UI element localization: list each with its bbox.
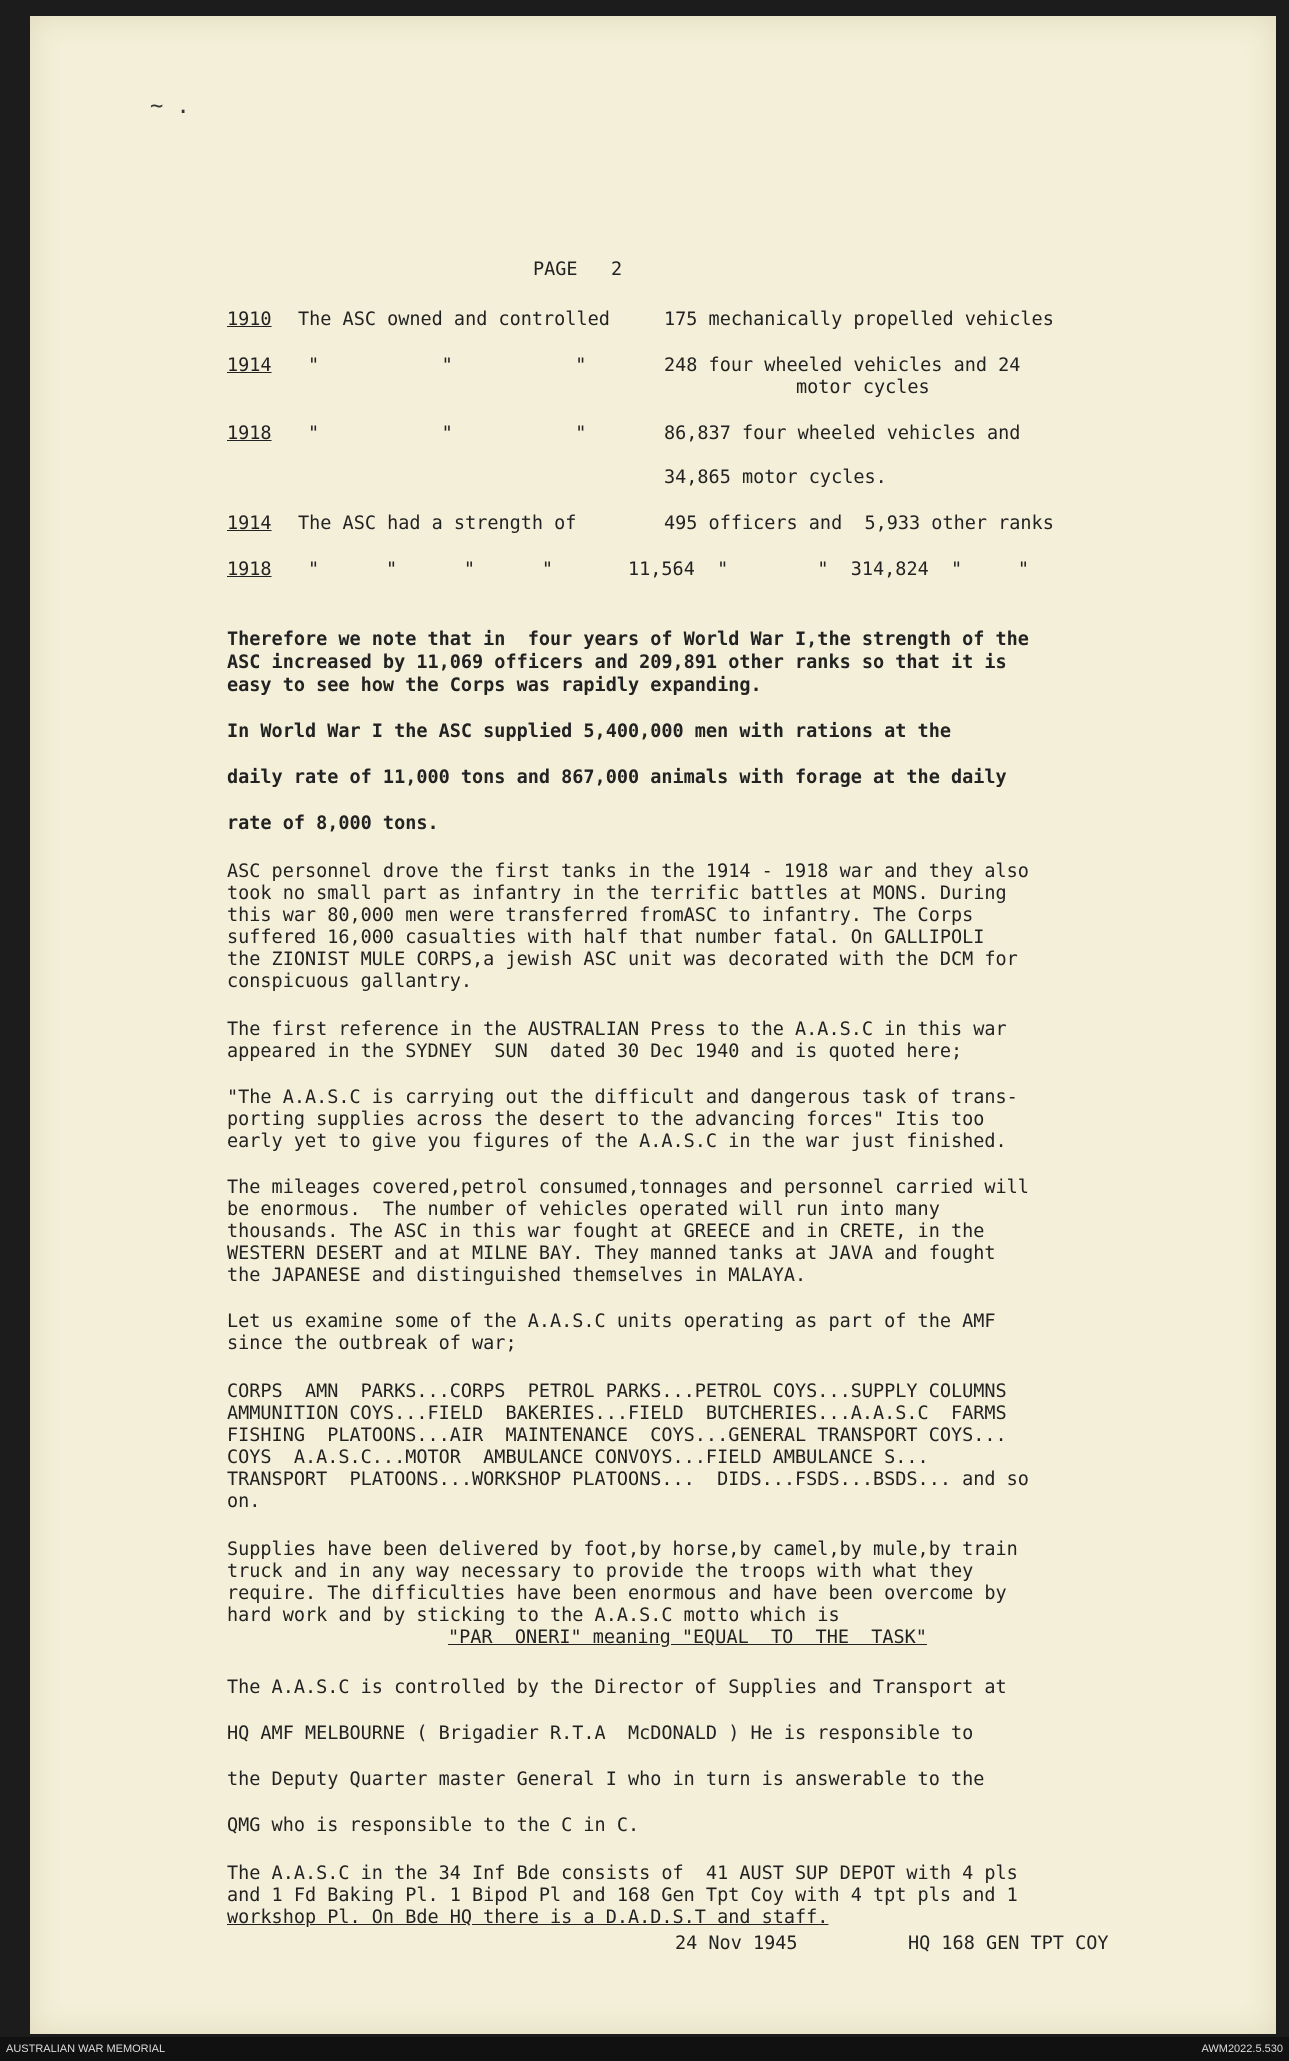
table-col1: " " " [308,423,587,444]
para-line: TRANSPORT PLATOONS...WORKSHOP PLATOONS... DIDS...FSDS...BSDS... and so [227,1469,1029,1490]
para-line: the Deputy Quarter master General I who in turn is answerable to the [227,1769,985,1790]
table-col2: 11,564 " " 314,824 " " [628,559,1029,580]
footer-unit: HQ 168 GEN TPT COY [908,1933,1109,1954]
footer-date: 24 Nov 1945 [675,1933,798,1954]
table-col2: 86,837 four wheeled vehicles and [664,423,1021,444]
para-line: HQ AMF MELBOURNE ( Brigadier R.T.A McDONALD ) He is responsible to [227,1723,974,1744]
table-col2-cont: 34,865 motor cycles. [664,467,887,488]
para-line: be enormous. The number of vehicles operated will run into many [227,1199,940,1220]
para-line: QMG who is responsible to the C in C. [227,1815,640,1836]
para-line: The mileages covered,petrol consumed,tonnages and personnel carried will [227,1177,1029,1198]
para-line: the ZIONIST MULE CORPS,a jewish ASC unit was decorated with the DCM for [227,949,1018,970]
para-line: on. [227,1491,261,1512]
para-line: The A.A.S.C is controlled by the Director of Supplies and Transport at [227,1677,1007,1698]
archive-footer-bar [0,2037,1289,2061]
para-line: workshop Pl. On Bde HQ there is a D.A.D.S.T and staff. [227,1907,829,1928]
table-col1: The ASC had a strength of [298,513,577,534]
table-col1: " " " [308,355,587,376]
para-line: Supplies have been delivered by foot,by horse,by camel,by mule,by train [227,1539,1018,1560]
table-year: 1918 [227,423,272,444]
para-line: rate of 8,000 tons. [227,813,439,834]
para-line: In World War I the ASC supplied 5,400,000 men with rations at the [227,721,951,742]
para-line: AMMUNITION COYS...FIELD BAKERIES...FIELD BUTCHERIES...A.A.S.C FARMS [227,1403,1007,1424]
table-col1: The ASC owned and controlled [298,309,610,330]
para-line: CORPS AMN PARKS...CORPS PETROL PARKS...PETROL COYS...SUPPLY COLUMNS [227,1381,1007,1402]
para-line: conspicuous gallantry. [227,971,473,992]
para-line: easy to see how the Corps was rapidly expanding. [227,675,762,696]
ink-mark: ~ . [150,94,190,119]
para-line: The first reference in the AUSTRALIAN Press to the A.A.S.C in this war [227,1019,1007,1040]
para-line: this war 80,000 men were transferred fromASC to infantry. The Corps [227,905,974,926]
para-line: COYS A.A.S.C...MOTOR AMBULANCE CONVOYS...FIELD AMBULANCE S... [227,1447,929,1468]
para-line: hard work and by sticking to the A.A.S.C motto which is [227,1605,840,1626]
table-year: 1914 [227,513,272,534]
document-page [30,16,1276,2034]
para-line: took no small part as infantry in the terrific battles at MONS. During [227,883,1007,904]
table-col2-cont: motor cycles [796,377,930,398]
para-line: Therefore we note that in four years of World War I,the strength of the [227,629,1029,650]
table-year: 1914 [227,355,272,376]
table-year: 1918 [227,559,272,580]
para-line: since the outbreak of war; [227,1333,517,1354]
para-line: suffered 16,000 casualties with half that number fatal. On GALLIPOLI [227,927,985,948]
para-line: Let us examine some of the A.A.S.C units operating as part of the AMF [227,1311,996,1332]
archive-name: AUSTRALIAN WAR MEMORIAL [6,2043,166,2055]
para-line: the JAPANESE and distinguished themselves in MALAYA. [227,1265,807,1286]
table-col2: 175 mechanically propelled vehicles [664,309,1054,330]
motto: "PAR ONERI" meaning "EQUAL TO THE TASK" [448,1627,927,1648]
para-line: porting supplies across the desert to the advancing forces" Itis too [227,1109,985,1130]
para-line: require. The difficulties have been enormous and have been overcome by [227,1583,1007,1604]
para-line: ASC increased by 11,069 officers and 209,891 other ranks so that it is [227,652,1007,673]
para-line: The A.A.S.C in the 34 Inf Bde consists of 41 AUST SUP DEPOT with 4 pls [227,1863,1018,1884]
table-col2: 248 four wheeled vehicles and 24 [664,355,1021,376]
para-line: WESTERN DESERT and at MILNE BAY. They manned tanks at JAVA and fought [227,1243,996,1264]
archive-reference: AWM2022.5.530 [1201,2043,1283,2055]
table-col1: " " " " [308,559,554,580]
para-line: FISHING PLATOONS...AIR MAINTENANCE COYS...GENERAL TRANSPORT COYS... [227,1425,1007,1446]
para-line: "The A.A.S.C is carrying out the difficult and dangerous task of trans- [227,1087,1018,1108]
page-heading: PAGE 2 [533,259,623,280]
para-line: thousands. The ASC in this war fought at GREECE and in CRETE, in the [227,1221,985,1242]
table-year: 1910 [227,309,272,330]
para-line: ASC personnel drove the first tanks in the 1914 - 1918 war and they also [227,861,1029,882]
para-line: early yet to give you figures of the A.A.S.C in the war just finished. [227,1131,1007,1152]
para-line: appeared in the SYDNEY SUN dated 30 Dec 1940 and is quoted here; [227,1041,963,1062]
para-line: truck and in any way necessary to provide the troops with what they [227,1561,974,1582]
para-line: daily rate of 11,000 tons and 867,000 animals with forage at the daily [227,767,1007,788]
table-col2: 495 officers and 5,933 other ranks [664,513,1054,534]
para-line: and 1 Fd Baking Pl. 1 Bipod Pl and 168 Gen Tpt Coy with 4 tpt pls and 1 [227,1885,1018,1906]
